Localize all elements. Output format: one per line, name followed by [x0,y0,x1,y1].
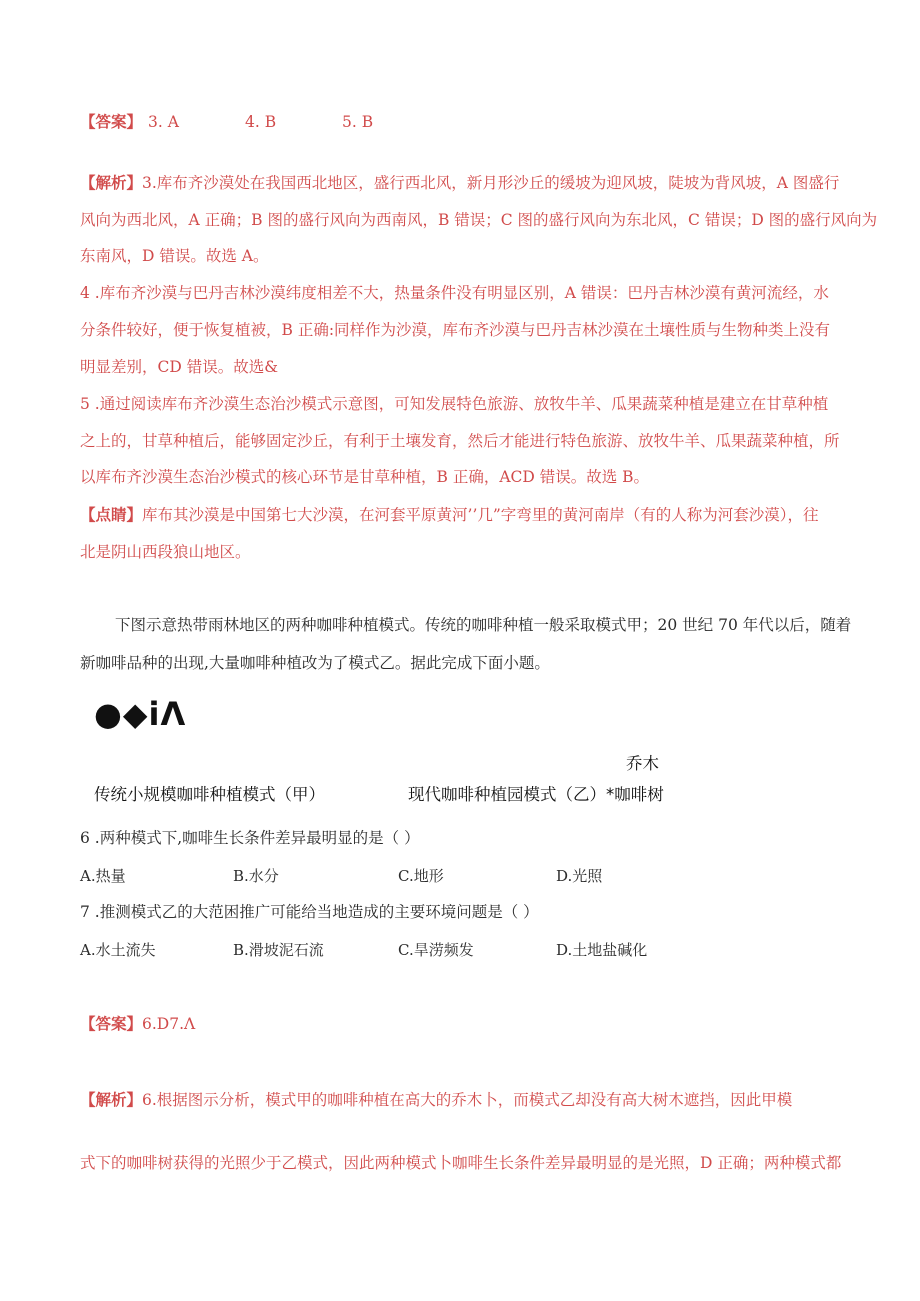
analysis-line-1 [80,173,839,193]
analysis-tag-2: 【解析】 [80,1090,143,1109]
analysis2-text: 6.根据图示分析，模式甲的咖啡种植在高大的乔木卜，而模式乙却没有高大树木遮挡，因此甲模 [142,1091,793,1109]
question-7-stem: 7 .推测模式乙的大范困推广可能给当地造成的主要环境问题是（ ） [80,903,539,921]
intro-line-1: 下图示意热带雨林地区的两种咖啡种植模式。传统的咖啡种植一般采取模式甲；20 世纪 70 年代以后，随着 [115,616,852,634]
answer-line-1 [80,112,374,132]
q6-option-c: C.地形 [398,867,444,885]
figure-label-traditional: 传统小规模咖啡种植模式（甲） [94,785,325,804]
answer-text-2: 6.D7.Λ [142,1015,196,1033]
answer-tag-2: 【答案】 [80,1014,143,1033]
q7-option-c: C.旱涝频发 [398,941,474,959]
figure-label-modern: 现代咖啡种植园模式（乙）*咖啡树 [408,785,664,804]
answer-item-3: 3. A [148,113,179,131]
q6-option-d: D.光照 [556,867,603,885]
analysis-line-9: 以库布齐沙漠生态治沙模式的核心环节是甘草种植，B 正确，ACD 错误。故选 B。 [80,468,650,486]
question-6-stem: 6 .两种模式下,咖啡生长条件差异最明显的是（ ） [80,829,420,847]
q6-option-b: B.水分 [233,867,279,885]
q6-option-a: A.热量 [80,867,126,885]
analysis-line-6: 明显差别，CD 错误。故选& [80,358,279,376]
analysis2-line-1 [80,1090,792,1110]
intro-line-2: 新咖啡品种的出现,大量咖啡种植改为了模式乙。据此完成下面小题。 [80,654,550,672]
q7-option-a: A.水土流失 [80,941,156,959]
analysis-line-3: 东南风，D 错误。故选 A。 [80,247,269,265]
tip-text: 库布其沙漠是中国第七大沙漠，在河套平原黄河’’几”字弯里的黄河南岸（有的人称为河套沙漠），往 [142,506,819,524]
tip-line-2: 北是阴山西段狼山地区。 [80,543,251,561]
analysis2-line-2: 式下的咖啡树获得的光照少于乙模式，因此两种模式卜咖啡生长条件差异最明显的是光照，D 正确；两种模式都 [80,1154,842,1172]
analysis-line-8: 之上的，甘草种植后，能够固定沙丘，有利于土壤发育，然后才能进行特色旅游、放牧牛羊、瓜果蔬菜种植，所 [80,432,840,450]
answer-line-2 [80,1014,195,1034]
answer-tag: 【答案】 [80,112,143,131]
answer-item-4: 4. B [245,113,277,131]
figure-label-tree: 乔木 [626,754,659,773]
analysis-line-2: 风向为西北风，A 正确；B 图的盛行风向为西南风，B 错误；C 图的盛行风向为东北风，C 错误；D 图的盛行风向为 [80,211,878,229]
analysis-line-5: 分条件较好，便于恢复植被，B 正确:同样作为沙漠，库布齐沙漠与巴丹吉林沙漠在土壤性质与生物种类上没有 [80,321,831,339]
figure-symbols: ●◆iΛ [94,695,187,733]
tip-tag: 【点睛】 [80,505,143,524]
answer-item-5: 5. B [342,113,374,131]
tip-line-1 [80,505,819,525]
analysis-line-7: 5 .通过阅读库布齐沙漠生态治沙模式示意图，可知发展特色旅游、放牧牛羊、瓜果蔬菜种植是建立在甘草种植 [80,395,829,413]
analysis-tag: 【解析】 [80,173,143,192]
q7-option-d: D.土地盐碱化 [556,941,648,959]
analysis-text: 3.库布齐沙漠处在我国西北地区，盛行西北风，新月形沙丘的缓坡为迎风坡，陡坡为背风坡，A 图盛行 [142,174,840,192]
analysis-line-4: 4 .库布齐沙漠与巴丹吉林沙漠纬度相差不大，热量条件没有明显区别，A 错误：巴丹吉林沙漠有黄河流经，水 [80,284,829,302]
q7-option-b: B.滑坡泥石流 [233,941,324,959]
